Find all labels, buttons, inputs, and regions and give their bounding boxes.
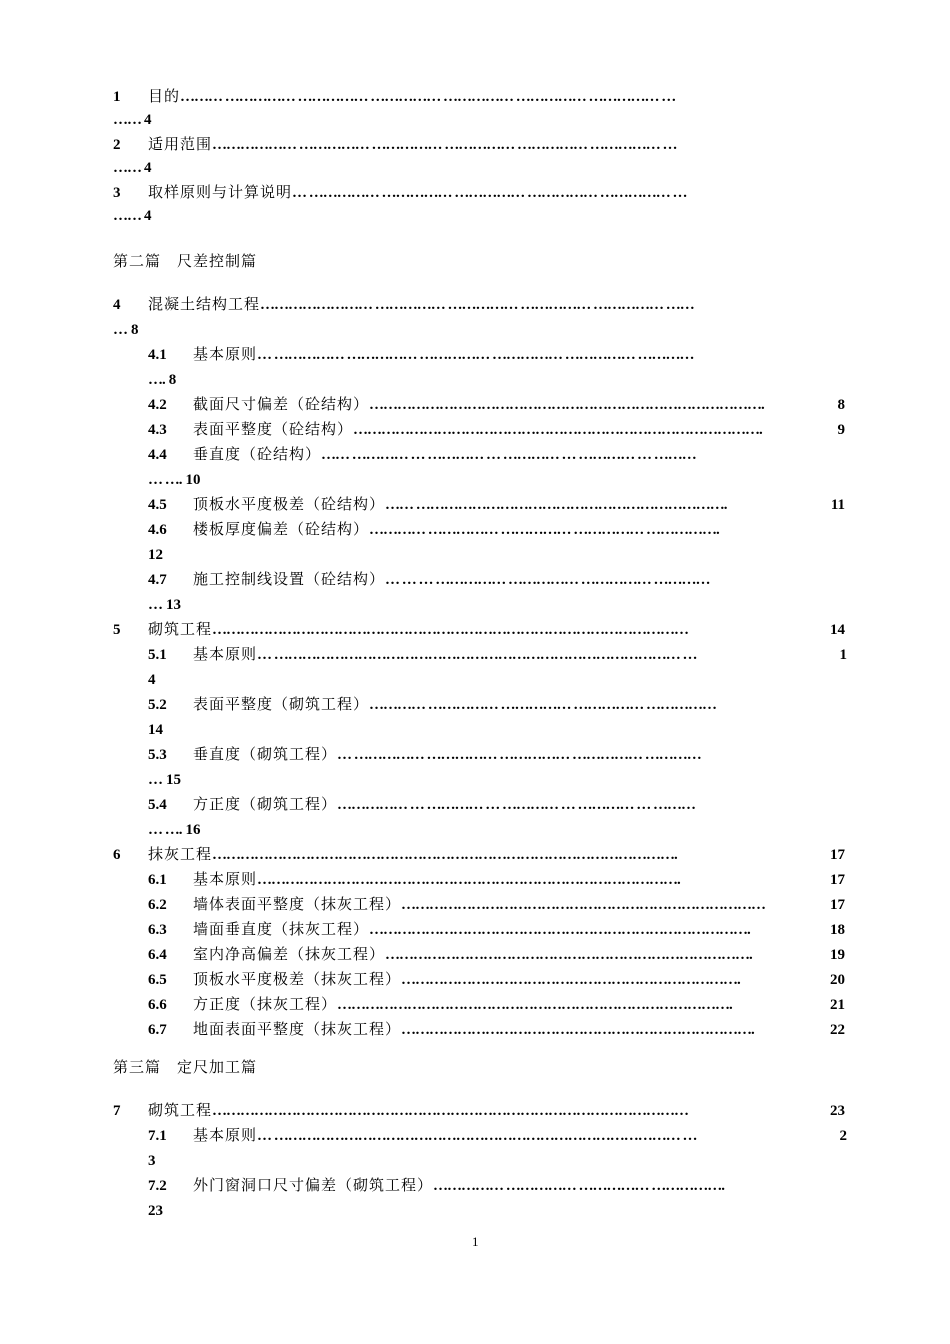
toc-entry-page-number: 4 — [144, 112, 152, 128]
toc-entry-title: 适用范围 — [148, 137, 213, 153]
toc-subentry — [0, 1175, 950, 1197]
toc-entry-number: 4.4 — [148, 447, 167, 463]
toc-entry-title: 截面尺寸偏差（砼结构） — [193, 397, 370, 413]
toc-leader-dots: … — [148, 597, 162, 613]
toc-leader-dots: …… ………… … ………… … ………… … ………… … ……… — [321, 447, 696, 463]
toc-entry-page-number: 11 — [830, 497, 845, 513]
toc-entry-page-number: 14 — [148, 722, 163, 738]
toc-entry-page-number: 2 — [839, 1128, 847, 1144]
toc-leader-dots: … …. — [148, 472, 182, 488]
toc-entry-page-number: 21 — [830, 997, 845, 1013]
toc-leader-dots: ………… …………… …………… …………… …………… — [369, 697, 717, 713]
toc-subentry — [0, 919, 950, 941]
toc-entry-continuation — [0, 769, 950, 791]
toc-subentry — [0, 494, 950, 516]
toc-subentry — [0, 869, 950, 891]
toc-leader-dots: … — [148, 772, 162, 788]
section-heading: 第二篇 尺差控制篇 — [113, 254, 258, 270]
toc-entry-number: 4.7 — [148, 572, 167, 588]
toc-leader-dots: …………………………………………………………………. — [401, 1022, 754, 1038]
toc-leader-dots: … …………………………………………………………………………… … — [257, 647, 697, 663]
toc-subentry — [0, 1019, 950, 1041]
toc-entry-title: 地面表面平整度（抹灰工程） — [193, 1022, 402, 1038]
toc-leader-dots: … …. — [148, 822, 182, 838]
toc-leader-dots: … …………… …………… …………… …………… …………… … — [292, 185, 687, 201]
toc-leader-dots: ………………………………………………………………………………………… — [212, 622, 689, 638]
toc-subentry — [0, 644, 950, 666]
toc-entry-number: 6.5 — [148, 972, 167, 988]
toc-entry-title: 抹灰工程 — [148, 847, 213, 863]
toc-entry-title: 基本原则 — [193, 347, 258, 363]
toc-entry-page-number: 4 — [148, 672, 156, 688]
toc-entry-number: 5.2 — [148, 697, 167, 713]
toc-entry-page-number: 17 — [830, 872, 845, 888]
toc-entry — [0, 619, 950, 641]
toc-entry-continuation — [0, 819, 950, 841]
toc-entry-title: 表面平整度（砌筑工程） — [193, 697, 370, 713]
toc-entry-number: 2 — [113, 137, 121, 153]
toc-entry-page-number: 8 — [131, 322, 139, 338]
toc-leader-dots: ………………………………………………………………………………………… — [212, 1103, 689, 1119]
toc-entry-number: 7.1 — [148, 1128, 167, 1144]
toc-entry-title: 基本原则 — [193, 1128, 258, 1144]
toc-entry-page-number: 8 — [168, 372, 177, 388]
toc-entry-number: 6.1 — [148, 872, 167, 888]
toc-entry-continuation — [0, 319, 950, 341]
toc-entry-page-number: 19 — [830, 947, 845, 963]
toc-entry-title: 垂直度（砼结构） — [193, 447, 322, 463]
toc-entry-title: 施工控制线设置（砼结构） — [193, 572, 386, 588]
toc-entry-title: 楼板厚度偏差（砼结构） — [193, 522, 370, 538]
toc-entry-page-number: 3 — [148, 1153, 156, 1169]
toc-leader-dots: ………………………………………………………………. — [401, 972, 740, 988]
toc-leader-dots: … …………… …………… …………… …………… …………… ………… — [257, 347, 694, 363]
toc-entry-title: 方正度（砌筑工程） — [193, 797, 338, 813]
toc-entry-continuation — [0, 1150, 950, 1172]
toc-entry-number: 5 — [113, 622, 121, 638]
toc-entry-page-number: 22 — [830, 1022, 845, 1038]
toc-entry-title: 墙体表面平整度（抹灰工程） — [193, 897, 402, 913]
toc-leader-dots: …. — [148, 372, 165, 388]
toc-entry-title: 基本原则 — [193, 872, 258, 888]
toc-entry-page-number: 15 — [166, 772, 181, 788]
toc-subentry — [0, 394, 950, 416]
toc-entry-number: 6 — [113, 847, 121, 863]
toc-entry-page-number: 8 — [837, 397, 845, 413]
toc-entry — [0, 1100, 950, 1122]
toc-entry-title: 墙面垂直度（抹灰工程） — [193, 922, 370, 938]
toc-entry-continuation — [0, 669, 950, 691]
toc-leader-dots: … … … …………… …………… …………… ………… — [385, 572, 710, 588]
toc-leader-dots: ………… …………… …………… …………… ……………. — [369, 522, 719, 538]
toc-subentry — [0, 519, 950, 541]
toc-leader-dots: ………………………………………………………………………………………. — [212, 847, 677, 863]
toc-entry-continuation — [0, 109, 950, 131]
toc-entry-title: 砌筑工程 — [148, 1103, 213, 1119]
toc-entry-continuation — [0, 544, 950, 566]
toc-entry-page-number: 17 — [830, 847, 845, 863]
toc-leader-dots: …………………………………………………………………………. — [337, 997, 732, 1013]
section-heading: 第三篇 定尺加工篇 — [113, 1060, 258, 1076]
toc-entry-title: 外门窗洞口尺寸偏差（砌筑工程） — [193, 1178, 434, 1194]
toc-entry-continuation — [0, 469, 950, 491]
toc-entry-continuation — [0, 719, 950, 741]
page-number: 1 — [472, 1234, 479, 1249]
toc-entry-number: 4 — [113, 297, 121, 313]
toc-subentry — [0, 944, 950, 966]
toc-entry-number: 5.3 — [148, 747, 167, 763]
toc-entry-continuation — [0, 369, 950, 391]
toc-entry-number: 7.2 — [148, 1178, 167, 1194]
toc-leader-dots: … …………… …………… …………… …………… ………… — [337, 747, 701, 763]
toc-leader-dots: …… …………………………………………………………. — [385, 497, 727, 513]
toc-entry-number: 6.7 — [148, 1022, 167, 1038]
toc-entry-page-number: 4 — [144, 160, 152, 176]
toc-entry — [0, 844, 950, 866]
toc-entry-title: 室内净高偏差（抹灰工程） — [193, 947, 386, 963]
toc-leader-dots: … — [113, 322, 127, 338]
toc-entry-title: 目的 — [148, 89, 181, 105]
toc-entry-page-number: 9 — [837, 422, 845, 438]
toc-leader-dots: …… — [113, 208, 141, 224]
toc-leader-dots: …………………………………………………………………………. — [369, 397, 764, 413]
toc-leader-dots: …………………… …………… …………… …………… …………… …… — [260, 297, 694, 313]
toc-entry — [0, 86, 950, 108]
toc-entry — [0, 182, 950, 204]
toc-entry-number: 4.3 — [148, 422, 167, 438]
toc-entry — [0, 294, 950, 316]
toc-entry-continuation — [0, 1200, 950, 1222]
toc-entry-number: 6.6 — [148, 997, 167, 1013]
toc-subentry — [0, 994, 950, 1016]
toc-entry-page-number: 4 — [144, 208, 152, 224]
toc-entry-number: 5.4 — [148, 797, 167, 813]
toc-entry-number: 1 — [113, 89, 121, 105]
toc-entry-number: 6.4 — [148, 947, 167, 963]
toc-entry-number: 5.1 — [148, 647, 167, 663]
toc-entry-page-number: 20 — [830, 972, 845, 988]
toc-subentry — [0, 444, 950, 466]
toc-entry-title: 基本原则 — [193, 647, 258, 663]
toc-entry — [0, 134, 950, 156]
toc-subentry — [0, 969, 950, 991]
toc-entry-page-number: 14 — [830, 622, 845, 638]
toc-leader-dots: ………………………………………………………………………………. — [257, 872, 680, 888]
toc-entry-number: 4.5 — [148, 497, 167, 513]
toc-entry-title: 方正度（抹灰工程） — [193, 997, 338, 1013]
toc-entry-title: 表面平整度（砼结构） — [193, 422, 354, 438]
toc-entry-page-number: 13 — [166, 597, 181, 613]
toc-entry-number: 7 — [113, 1103, 121, 1119]
toc-entry-continuation — [0, 594, 950, 616]
toc-leader-dots: ……………………………………………………………………………. — [353, 422, 762, 438]
toc-leader-dots: …………… … ………… … ………… … ………… … ……… — [337, 797, 696, 813]
toc-entry-page-number: 23 — [148, 1203, 163, 1219]
toc-subentry — [0, 569, 950, 591]
toc-subentry — [0, 419, 950, 441]
toc-leader-dots: ………………………………………………………………………. — [369, 922, 750, 938]
toc-leader-dots: ……………… …………… …………… …………… …………… …………… … — [212, 137, 677, 153]
toc-leader-dots: ……… …………… …………… …………… …………… …………… …………… … — [180, 89, 676, 105]
toc-entry-number: 4.2 — [148, 397, 167, 413]
toc-leader-dots: … …………………………………………………………………………… … — [257, 1128, 697, 1144]
toc-entry-page-number: 23 — [830, 1103, 845, 1119]
toc-subentry — [0, 794, 950, 816]
toc-subentry — [0, 1125, 950, 1147]
toc-entry-page-number: 10 — [185, 472, 201, 488]
toc-leader-dots: …………………………………………………………………… — [401, 897, 766, 913]
toc-subentry — [0, 344, 950, 366]
toc-entry-title: 顶板水平度极差（砼结构） — [193, 497, 386, 513]
toc-subentry — [0, 744, 950, 766]
toc-leader-dots: …… — [113, 160, 141, 176]
toc-subentry — [0, 894, 950, 916]
toc-entry-number: 6.3 — [148, 922, 167, 938]
toc-entry-page-number: 1 — [839, 647, 847, 663]
toc-entry-page-number: 16 — [185, 822, 201, 838]
toc-entry-number: 3 — [113, 185, 121, 201]
toc-subentry — [0, 694, 950, 716]
toc-entry-continuation — [0, 157, 950, 179]
toc-entry-continuation — [0, 205, 950, 227]
toc-entry-title: 砌筑工程 — [148, 622, 213, 638]
toc-entry-title: 混凝土结构工程 — [148, 297, 261, 313]
toc-entry-title: 垂直度（砌筑工程） — [193, 747, 338, 763]
toc-leader-dots: …… — [113, 112, 141, 128]
toc-entry-number: 4.6 — [148, 522, 167, 538]
toc-entry-page-number: 17 — [830, 897, 845, 913]
toc-leader-dots: ……………………………………………………………………. — [385, 947, 752, 963]
toc-entry-page-number: 12 — [148, 547, 163, 563]
toc-entry-number: 6.2 — [148, 897, 167, 913]
toc-entry-number: 4.1 — [148, 347, 167, 363]
toc-entry-page-number: 18 — [830, 922, 845, 938]
toc-entry-title: 取样原则与计算说明 — [148, 185, 293, 201]
toc-leader-dots: …………… …………… …………… ……………. — [433, 1178, 725, 1194]
toc-entry-title: 顶板水平度极差（抹灰工程） — [193, 972, 402, 988]
